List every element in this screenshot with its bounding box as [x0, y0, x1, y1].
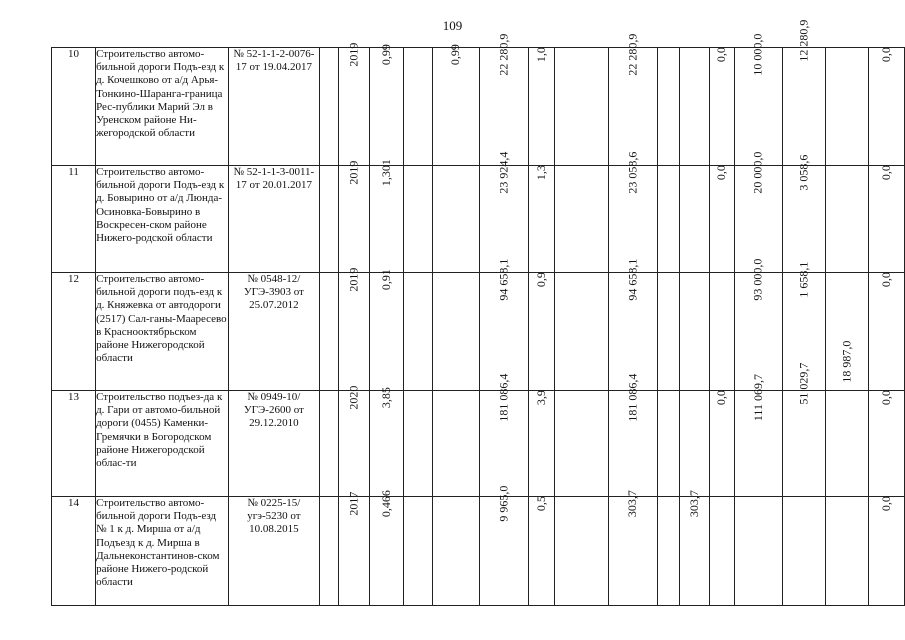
- value-cell-c15-value: 0,0: [878, 390, 893, 406]
- value-cell-c12-value: 20 000,0: [750, 151, 765, 194]
- value-cell-c3: [403, 166, 432, 273]
- value-cell-c4: [433, 391, 479, 497]
- value-cell-c8-value: 23 058,6: [625, 151, 640, 194]
- value-cell-c1: [339, 491, 370, 606]
- value-cell-c11: [709, 391, 734, 497]
- expertise-ref: № 0225-15/угэ-5230 от 10.08.2015: [228, 497, 319, 606]
- row-number: 12: [52, 273, 96, 391]
- value-cell-c1: [339, 160, 370, 273]
- row-number: 13: [52, 391, 96, 497]
- value-cell-c3: [403, 391, 432, 497]
- value-cell-c15: [869, 391, 905, 497]
- value-cell-c7: [555, 497, 609, 606]
- value-cell-c1: [339, 42, 370, 166]
- value-cell-c3: [403, 497, 432, 606]
- value-cell-c8: [608, 151, 657, 273]
- value-cell-c2-value: 3,85: [379, 387, 394, 409]
- value-cell-c15-value: 0,0: [878, 272, 893, 288]
- value-cell-c4: [433, 273, 479, 391]
- value-cell-c2: [370, 387, 403, 497]
- value-cell-c6: [528, 391, 555, 497]
- value-cell-c6-value: 0,5: [533, 496, 548, 512]
- value-cell-c1-value: 2019: [346, 42, 361, 67]
- empty-cell: [320, 391, 339, 497]
- empty-cell: [320, 273, 339, 391]
- value-cell-c6-value: 1,0: [533, 47, 548, 63]
- value-cell-c9: [657, 273, 679, 391]
- row-number: 10: [52, 48, 96, 166]
- value-cell-c8: [608, 373, 657, 497]
- value-cell-c13: [783, 497, 826, 606]
- value-cell-c5-value: 181 086,4: [495, 373, 510, 422]
- value-cell-c11: [709, 273, 734, 391]
- value-cell-c8-value: 22 280,9: [625, 33, 640, 76]
- table-row: [52, 273, 905, 391]
- value-cell-c13-value: 1 658,1: [796, 261, 811, 298]
- value-cell-c11: [709, 48, 734, 166]
- value-cell-c10-value: 303,7: [686, 490, 701, 518]
- row-number: 11: [52, 166, 96, 273]
- value-cell-c9: [657, 391, 679, 497]
- empty-cell: [320, 48, 339, 166]
- table-row: [52, 166, 905, 273]
- value-cell-c5: [479, 33, 528, 166]
- value-cell-c15-value: 0,0: [878, 165, 893, 181]
- value-cell-c1-value: 2019: [346, 267, 361, 292]
- value-cell-c7: [555, 48, 609, 166]
- value-cell-c15: [869, 273, 905, 391]
- value-cell-c1-value: 2017: [346, 491, 361, 516]
- value-cell-c12: [734, 374, 782, 497]
- value-cell-c5: [479, 485, 528, 606]
- empty-cell: [320, 166, 339, 273]
- empty-cell: [320, 497, 339, 606]
- value-cell-c10: [679, 273, 709, 391]
- object-name: Строительство автомо-бильной дороги Подъ-езд к д. Бовырино от а/д Люнда-Осиновка-Бовырино в Воскресен-ском районе Нижего-родской области: [96, 166, 229, 273]
- value-cell-c8-value: 181 086,4: [625, 373, 640, 422]
- value-cell-c5: [479, 151, 528, 273]
- value-cell-c6-value: 0,9: [533, 272, 548, 288]
- value-cell-c10: [679, 490, 709, 606]
- value-cell-c14: [826, 166, 869, 273]
- value-cell-c2: [370, 490, 403, 606]
- value-cell-c12-value: 10 000,0: [750, 33, 765, 76]
- value-cell-c4: [433, 44, 479, 166]
- value-cell-c1-value: 2020: [346, 385, 361, 410]
- value-cell-c9: [657, 48, 679, 166]
- value-cell-c9: [657, 497, 679, 606]
- value-cell-c5-value: 9 965,0: [495, 485, 510, 522]
- value-cell-c7: [555, 391, 609, 497]
- value-cell-c11-value: 0,0: [714, 165, 729, 181]
- value-cell-c2: [370, 159, 403, 273]
- value-cell-c13-value: 12 280,9: [796, 19, 811, 62]
- value-cell-c6: [528, 273, 555, 391]
- value-cell-c13-value: 3 058,6: [796, 154, 811, 191]
- value-cell-c10: [679, 166, 709, 273]
- expertise-ref: № 0949-10/УГЭ-2600 от 29.12.2010: [228, 391, 319, 497]
- value-cell-c11-value: 0,0: [714, 47, 729, 63]
- object-name: Строительство автомо-бильной дороги подъ-езд к д. Княжевка от автодороги (2517) Сал-ганы-Мааресево в Краснооктябрьском районе Нижегородской области: [96, 273, 229, 391]
- value-cell-c15: [869, 497, 905, 606]
- value-cell-c2-value: 0,91: [379, 269, 394, 291]
- value-cell-c13: [783, 154, 826, 273]
- value-cell-c12: [734, 258, 782, 391]
- value-cell-c5: [479, 373, 528, 497]
- value-cell-c15-value: 0,0: [878, 496, 893, 512]
- value-cell-c12: [734, 497, 782, 606]
- value-cell-c9: [657, 166, 679, 273]
- value-cell-c6: [528, 48, 555, 166]
- expertise-ref: № 52-1-1-3-0011-17 от 20.01.2017: [228, 166, 319, 273]
- construction-table: [51, 19, 905, 606]
- value-cell-c10: [679, 48, 709, 166]
- value-cell-c11-value: 0,0: [714, 390, 729, 406]
- value-cell-c14: [826, 340, 869, 497]
- value-cell-c13-value: 51 029,7: [796, 362, 811, 405]
- value-cell-c2-value: 0,466: [379, 490, 394, 518]
- value-cell-c12-value: 111 069,7: [750, 374, 765, 422]
- value-cell-c2: [370, 44, 403, 166]
- value-cell-c14-value: 18 987,0: [839, 340, 854, 383]
- value-cell-c14: [826, 48, 869, 166]
- value-cell-c6-value: 1,3: [533, 165, 548, 181]
- value-cell-c1-value: 2019: [346, 160, 361, 185]
- table-row: [52, 497, 905, 606]
- object-name: Строительство автомо-бильной дороги Подъ-езд к д. Кочешково от а/д Арья-Тонкино-Шаранга-граница Рес-публики Марий Эл в Уренском районе Ни-жегородской области: [96, 48, 229, 166]
- value-cell-c7: [555, 273, 609, 391]
- value-cell-c4-value: 0,99: [448, 44, 463, 66]
- value-cell-c12: [734, 33, 782, 166]
- value-cell-c4: [433, 166, 479, 273]
- value-cell-c12-value: 93 000,0: [750, 258, 765, 301]
- value-cell-c7: [555, 166, 609, 273]
- value-cell-c1: [339, 385, 370, 497]
- value-cell-c5-value: 22 280,9: [495, 33, 510, 76]
- value-cell-c3: [403, 48, 432, 166]
- value-cell-c6: [528, 497, 555, 606]
- value-cell-c15: [869, 48, 905, 166]
- expertise-ref: № 52-1-1-2-0076-17 от 19.04.2017: [228, 48, 319, 166]
- value-cell-c6-value: 3,9: [533, 390, 548, 406]
- value-cell-c8-value: 303,7: [625, 490, 640, 518]
- value-cell-c1: [339, 267, 370, 391]
- value-cell-c12: [734, 151, 782, 273]
- value-cell-c3: [403, 273, 432, 391]
- value-cell-c13: [783, 19, 826, 166]
- value-cell-c5-value: 23 924,4: [495, 151, 510, 194]
- page-number: 109: [442, 18, 463, 33]
- value-cell-c2: [370, 269, 403, 391]
- table-row: [52, 48, 905, 166]
- object-name: Строительство автомо-бильной дороги Подъ-езд № 1 к д. Мирша от а/д Подъезд к д. Мирша в Дальнеконстантинов-ском районе Нижего-родской области: [96, 497, 229, 606]
- value-cell-c11: [709, 166, 734, 273]
- value-cell-c15-value: 0,0: [878, 47, 893, 63]
- value-cell-c8: [608, 490, 657, 606]
- object-name: Строительство подъез-да к д. Гари от автомо-бильной дороги (0455) Каменки-Гремячки в Богородском районе Нижегородской облас-ти: [96, 391, 229, 497]
- expertise-ref: № 0548-12/УГЭ-3903 от 25.07.2012: [228, 273, 319, 391]
- row-number: 14: [52, 497, 96, 606]
- value-cell-c13: [783, 362, 826, 497]
- value-cell-c5-value: 94 658,1: [495, 258, 510, 301]
- value-cell-c2-value: 1,301: [379, 159, 394, 187]
- value-cell-c6: [528, 166, 555, 273]
- value-cell-c4: [433, 497, 479, 606]
- value-cell-c8-value: 94 658,1: [625, 258, 640, 301]
- value-cell-c11: [709, 497, 734, 606]
- value-cell-c8: [608, 33, 657, 166]
- table-row: [52, 391, 905, 497]
- value-cell-c10: [679, 391, 709, 497]
- value-cell-c15: [869, 166, 905, 273]
- value-cell-c2-value: 0,99: [379, 44, 394, 66]
- value-cell-c14: [826, 497, 869, 606]
